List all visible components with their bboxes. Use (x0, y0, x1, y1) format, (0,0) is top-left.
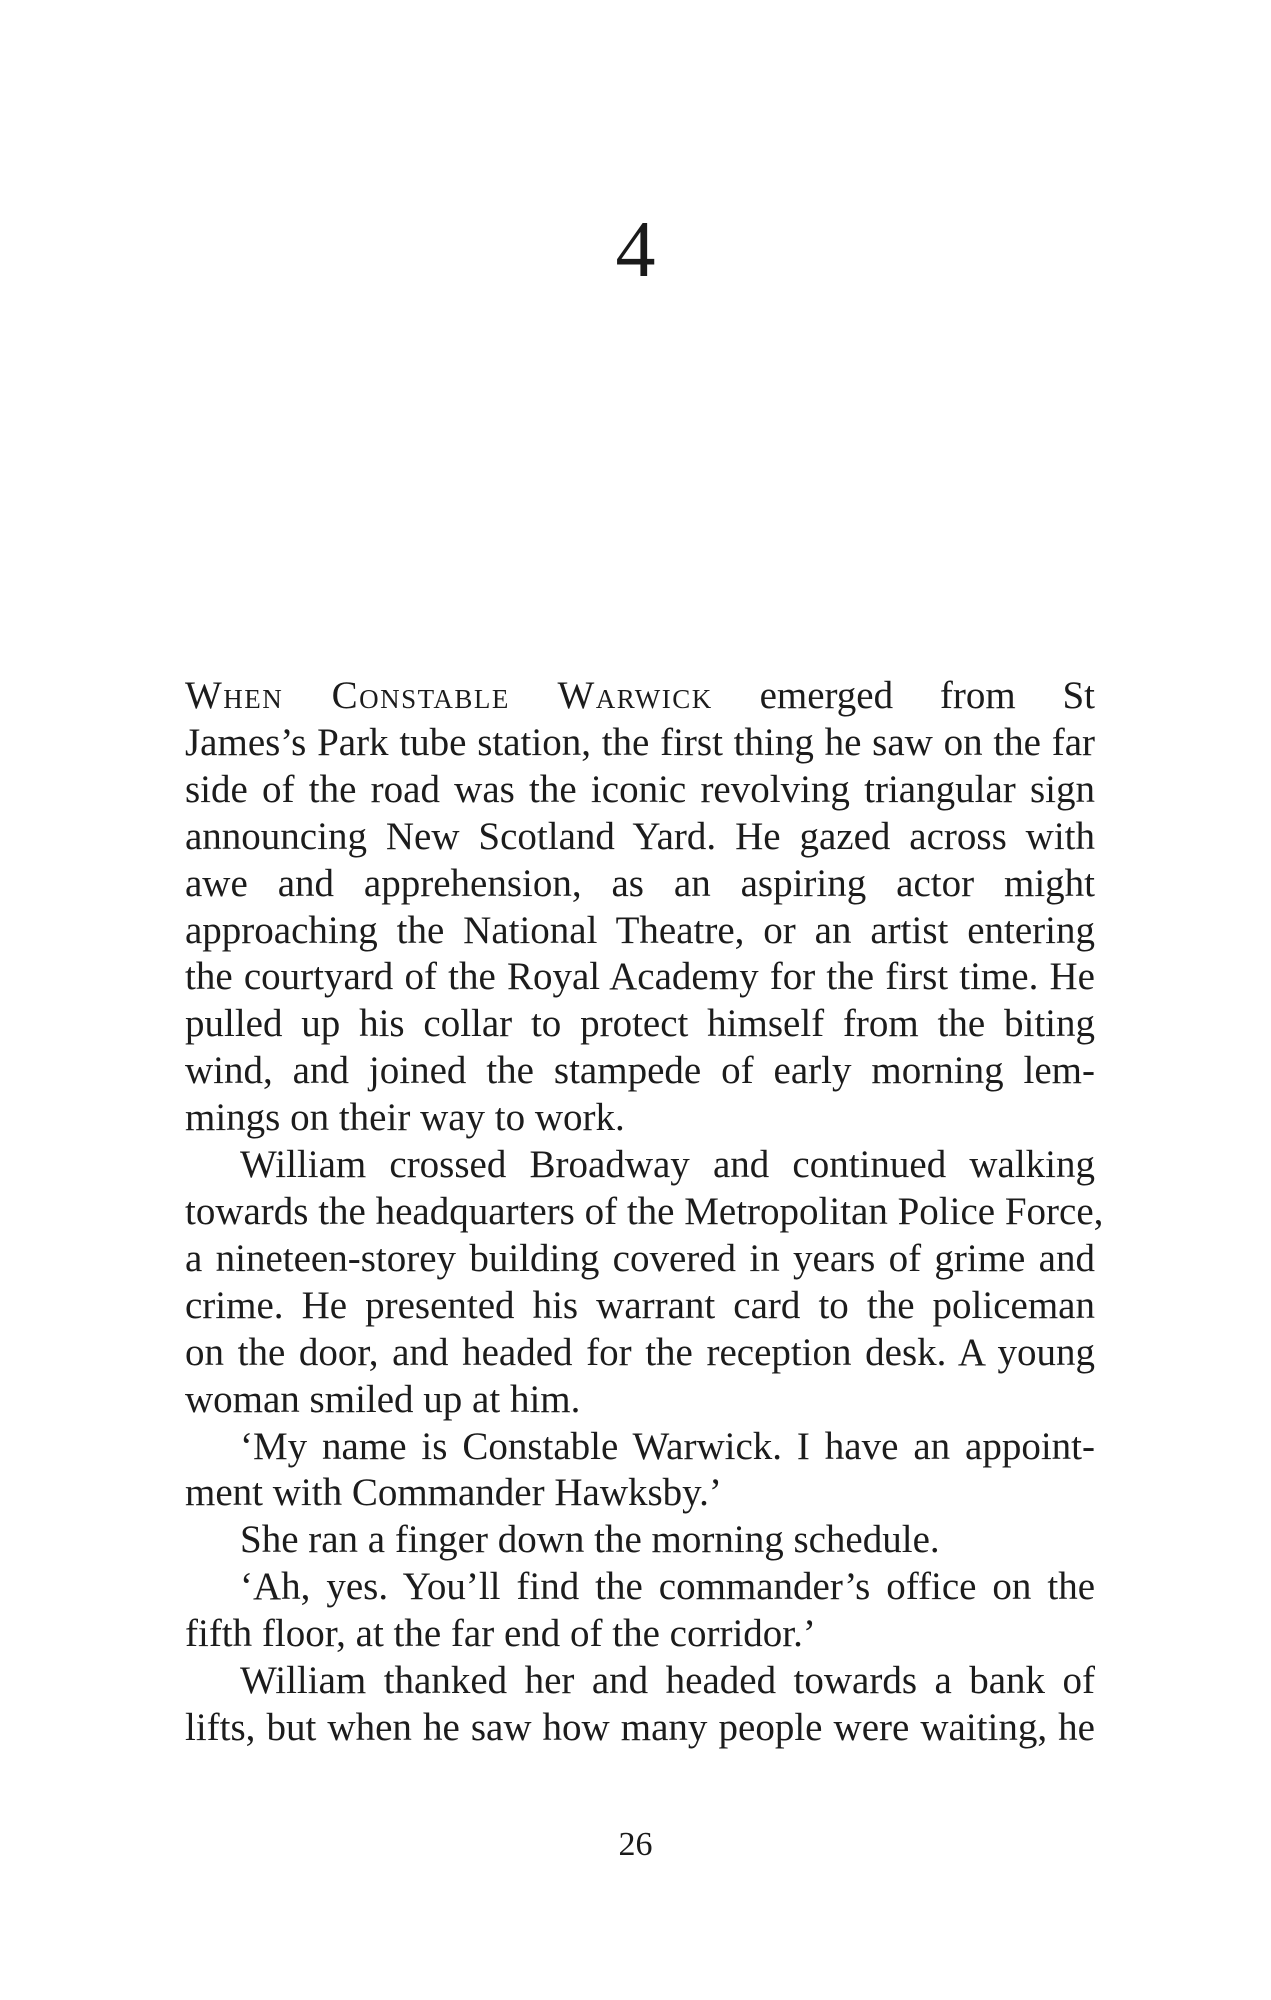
text-line: towards the headquarters of the Metropolitan Police Force, (185, 1189, 1104, 1233)
text-line: woman smiled up at him. (185, 1377, 581, 1421)
text-line: crime. He presented his warrant card to the policeman (185, 1283, 1095, 1327)
paragraph-5 (185, 1564, 1095, 1658)
text-line (185, 673, 1095, 720)
text-line: a nineteen-storey building covered in years of grime and (185, 1236, 1095, 1280)
text-line: ‘My name is Constable Warwick. I have an appoint- (240, 1424, 1095, 1468)
text-line: approaching the National Theatre, or an artist entering (185, 908, 1095, 952)
paragraph-4 (185, 1517, 1095, 1564)
page-number: 26 (618, 1826, 653, 1863)
opening-smallcaps: When Constable Warwick (185, 674, 713, 717)
chapter-number: 4 (615, 206, 656, 294)
text-line: fifth floor, at the far end of the corridor.’ (185, 1612, 816, 1656)
text-line: announcing New Scotland Yard. He gazed across with (185, 814, 1095, 858)
text-line: lifts, but when he saw how many people were waiting, he (185, 1705, 1095, 1749)
text-line: William thanked her and headed towards a bank of (240, 1659, 1095, 1703)
paragraph-2 (185, 1142, 1104, 1423)
text-line: ‘Ah, yes. You’ll find the commander’s office on the (240, 1565, 1095, 1609)
paragraph-6 (185, 1658, 1095, 1752)
text-line: on the door, and headed for the reception desk. A young (185, 1330, 1095, 1374)
text-line: She ran a finger down the morning schedule. (240, 1518, 940, 1562)
paragraph-1 (185, 673, 1095, 1142)
text-line: awe and apprehension, as an aspiring actor might (185, 861, 1095, 905)
text-line: William crossed Broadway and continued walking (240, 1143, 1095, 1187)
text-line: side of the road was the iconic revolving triangular sign (185, 767, 1095, 811)
paragraph-3 (185, 1424, 1095, 1518)
body-text (185, 673, 1104, 1752)
text-line: wind, and joined the stampede of early morning lem- (185, 1049, 1095, 1093)
text-line-segment: emerged from St (712, 674, 1095, 717)
text-line: mings on their way to work. (185, 1096, 625, 1140)
text-line: pulled up his collar to protect himself from the biting (185, 1002, 1095, 1046)
text-line: ment with Commander Hawksby.’ (185, 1471, 722, 1515)
text-line: James’s Park tube station, the first thing he saw on the far (185, 720, 1095, 764)
text-line: the courtyard of the Royal Academy for the first time. He (185, 955, 1095, 999)
